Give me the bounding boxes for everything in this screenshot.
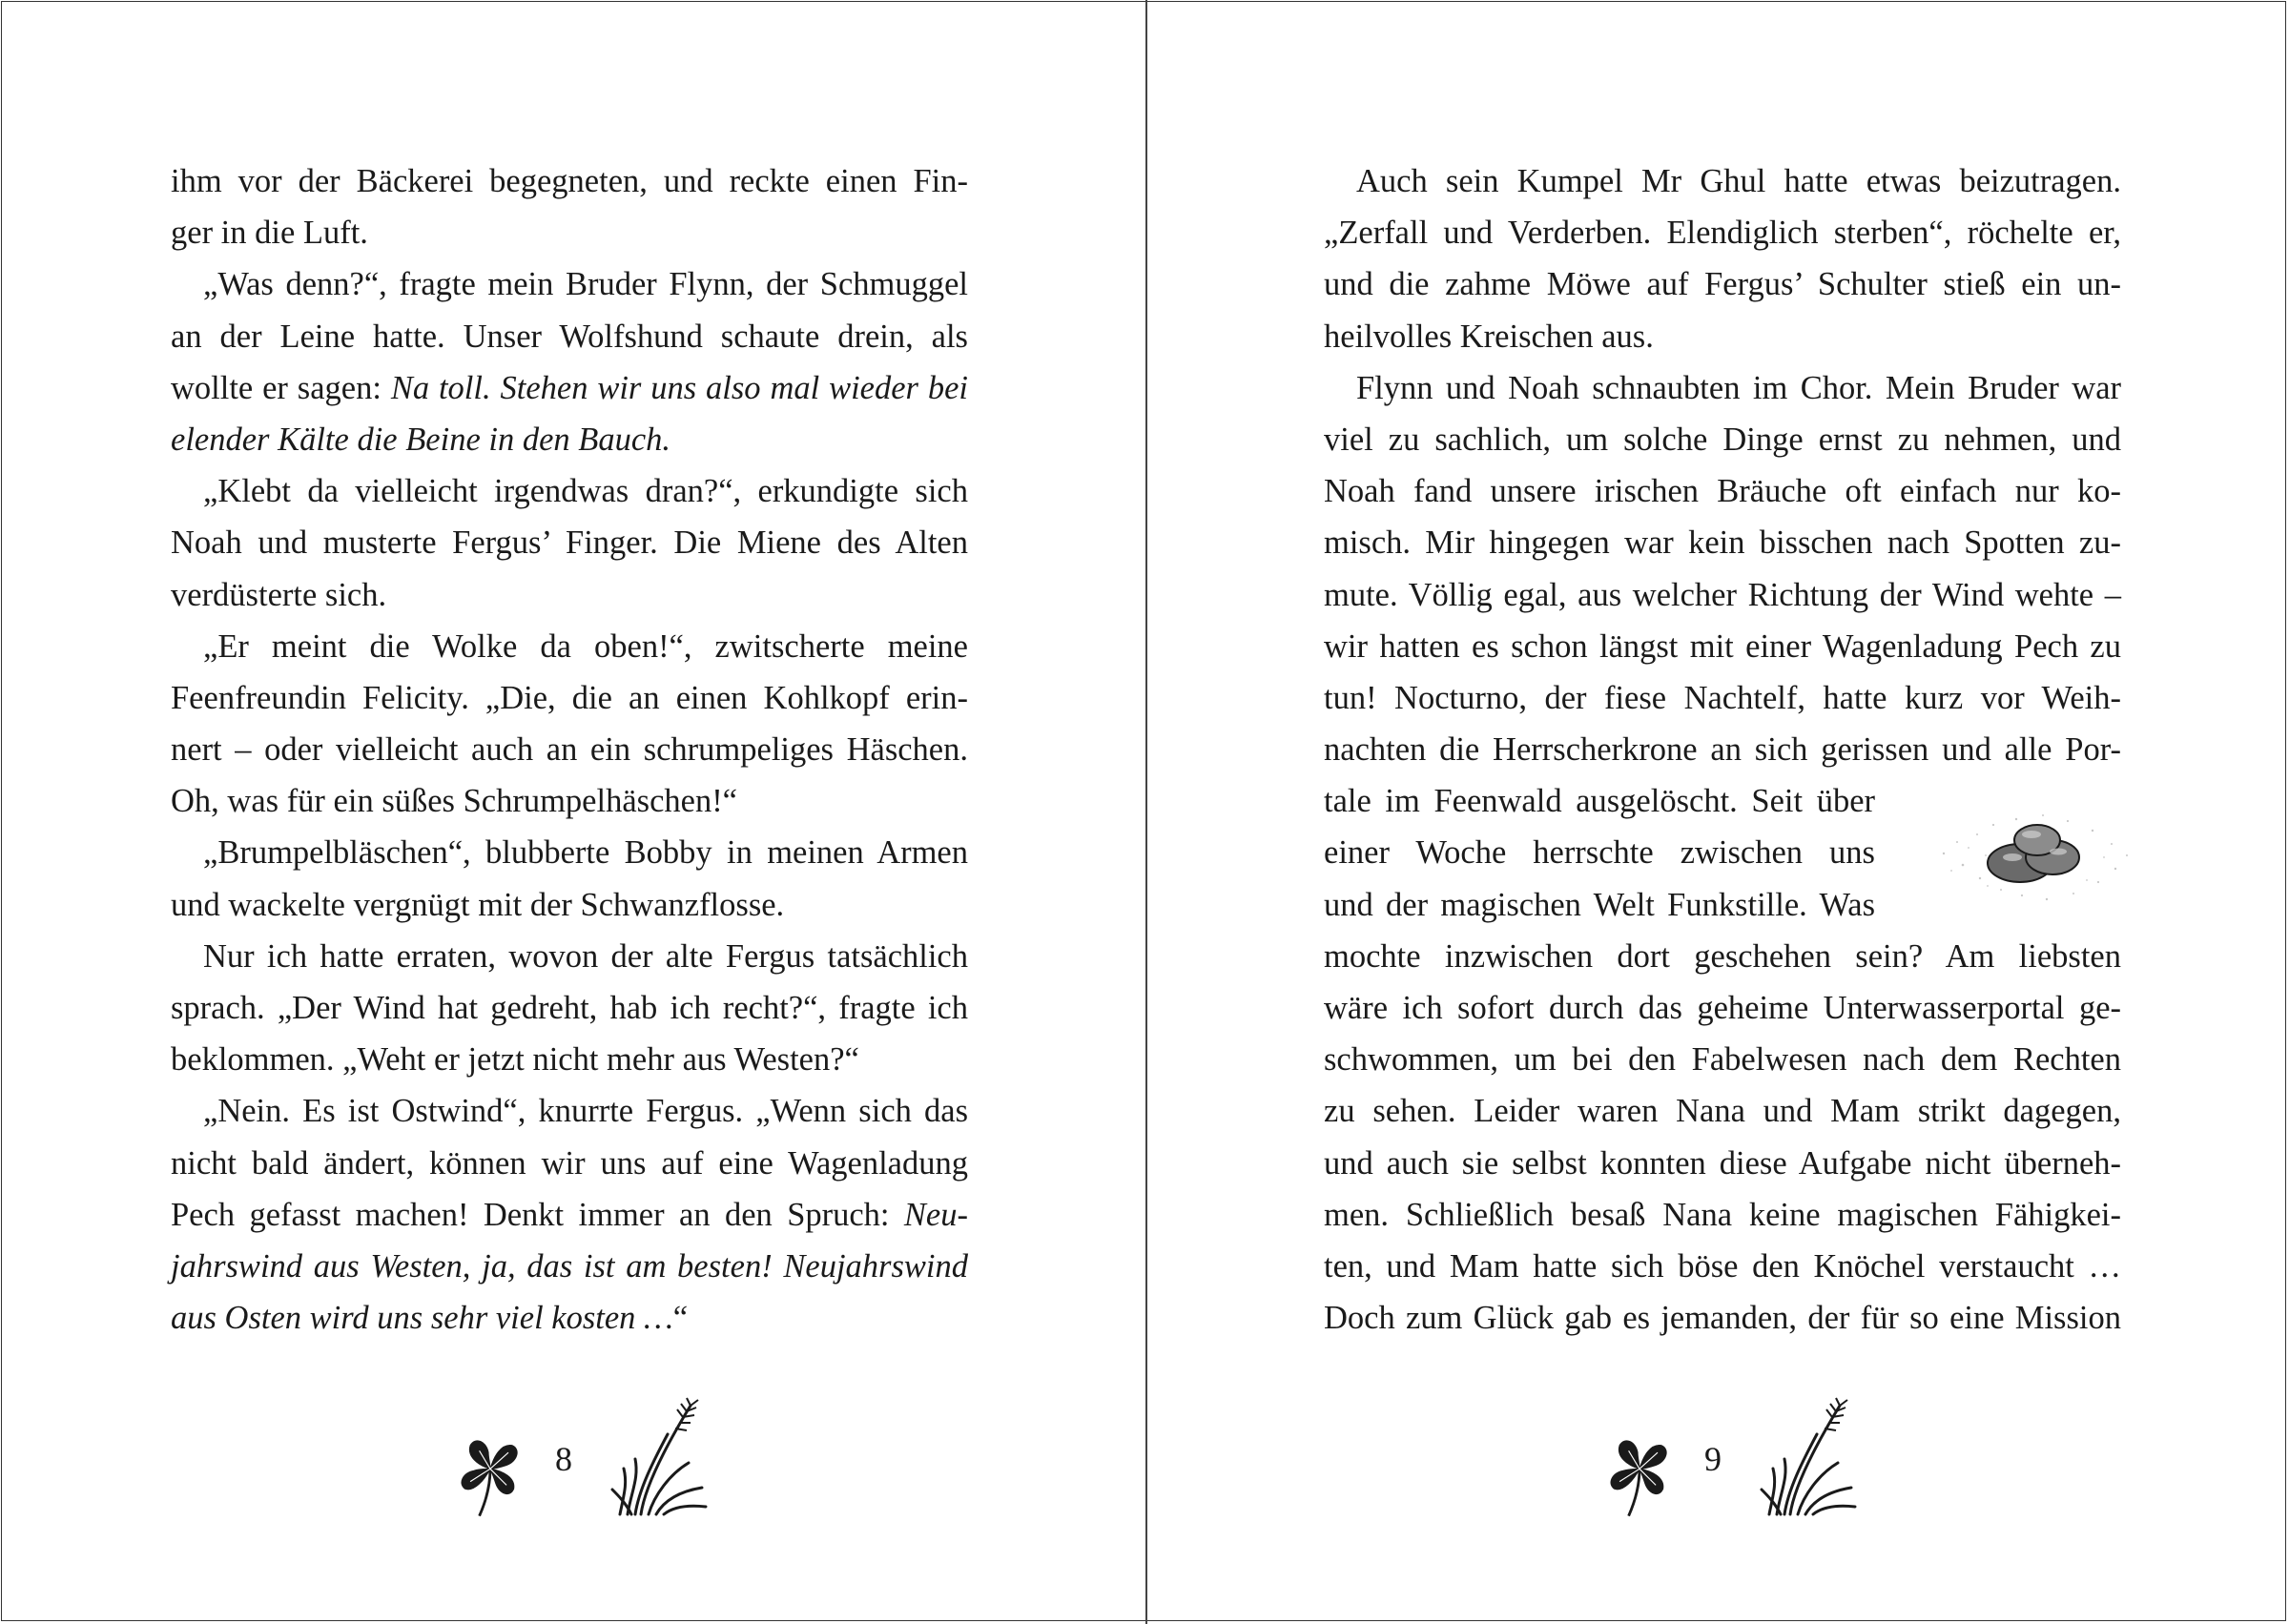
- text-line: wollte er sagen: Na toll. Stehen wir uns also mal wieder bei: [171, 369, 969, 406]
- four-leaf-clover-icon: [1603, 1427, 1676, 1522]
- text-line: mochte inzwischen dort geschehen sein? Am liebsten: [1324, 937, 2121, 975]
- text-line: einer Woche herrschte zwischen uns: [1324, 834, 1875, 872]
- text-line: tale im Feenwald ausgelöscht. Seit über: [1324, 783, 1875, 820]
- right-page: [1147, 0, 2289, 1624]
- text-line: verdüsterte sich.: [171, 576, 387, 613]
- pebbles-illustration: [1925, 787, 2144, 920]
- text-line: „Brumpelbläschen“, blubberte Bobby in meinen Armen: [203, 834, 968, 872]
- text-line: heilvolles Kreischen aus.: [1324, 318, 1654, 355]
- text-line: misch. Mir hingegen war kein bisschen nach Spotten zu-: [1324, 524, 2121, 562]
- text-line: men. Schließlich besaß Nana keine magischen Fähigkei-: [1324, 1196, 2121, 1233]
- text-line: sprach. „Der Wind hat gedreht, hab ich recht?“, fragte ich: [171, 990, 968, 1026]
- text-line: nachten die Herrscherkrone an sich gerissen und alle Por-: [1324, 731, 2121, 769]
- text-line: „Nein. Es ist Ostwind“, knurrte Fergus. „Wenn sich das: [203, 1093, 968, 1130]
- text-line: Feenfreundin Felicity. „Die, die an einen Kohlkopf erin-: [171, 679, 968, 716]
- right-page-footer: [1598, 1390, 1884, 1524]
- text-line: beklommen. „Weht er jetzt nicht mehr aus Westen?“: [171, 1041, 859, 1079]
- text-line: an der Leine hatte. Unser Wolfshund schaute drein, als: [171, 318, 968, 355]
- left-page-text: [171, 155, 968, 1344]
- text-line: Doch zum Glück gab es jemanden, der für so eine Mission: [1324, 1300, 2121, 1337]
- text-line: „Zerfall und Verderben. Elendiglich sterben“, röchelte er,: [1324, 215, 2121, 252]
- text-line: und auch sie selbst konnten diese Aufgabe nicht überneh-: [1324, 1144, 2121, 1182]
- text-line: „Er meint die Wolke da oben!“, zwitscherte meine: [203, 627, 968, 665]
- text-line: Auch sein Kumpel Mr Ghul hatte etwas beizutragen.: [1356, 163, 2121, 199]
- text-line: ten, und Mam hatte sich böse den Knöchel verstaucht …: [1324, 1247, 2121, 1285]
- text-line: und wackelte vergnügt mit der Schwanzflosse.: [171, 886, 785, 923]
- text-line: schwommen, um bei den Fabelwesen nach dem Rechten: [1324, 1041, 2121, 1079]
- text-line: ger in die Luft.: [171, 215, 368, 252]
- text-line: Pech gefasst machen! Denkt immer an den Spruch: Neu-: [171, 1196, 968, 1233]
- text-line: viel zu sachlich, um solche Dinge ernst zu nehmen, und: [1324, 421, 2121, 458]
- text-line: elender Kälte die Beine in den Bauch.: [171, 421, 671, 458]
- text-line: nicht bald ändert, können wir uns auf eine Wagenladung: [171, 1144, 968, 1182]
- text-line: und der magischen Welt Funkstille. Was: [1324, 886, 1875, 923]
- text-line: Noah fand unsere irischen Bräuche oft einfach nur ko-: [1324, 473, 2121, 510]
- text-line: aus Osten wird uns sehr viel kosten …“: [171, 1300, 689, 1337]
- text-line: mute. Völlig egal, aus welcher Richtung der Wind wehte –: [1324, 576, 2121, 613]
- text-line: Noah und musterte Fergus’ Finger. Die Miene des Alten: [171, 524, 968, 562]
- text-line: jahrswind aus Westen, ja, das ist am besten! Neujahrswind: [171, 1247, 968, 1285]
- text-line: Oh, was für ein süßes Schrumpelhäschen!“: [171, 783, 737, 820]
- text-line: Nur ich hatte erraten, wovon der alte Fergus tatsächlich: [203, 937, 968, 975]
- right-page-text: [1324, 155, 2121, 1344]
- text-line: „Was denn?“, fragte mein Bruder Flynn, der Schmuggel: [203, 266, 968, 303]
- text-line: zu sehen. Leider waren Nana und Mam strikt dagegen,: [1324, 1093, 2121, 1130]
- text-line: Flynn und Noah schnaubten im Chor. Mein Bruder war: [1356, 369, 2121, 406]
- left-page-footer: [448, 1390, 734, 1524]
- text-line: wir hatten es schon längst mit einer Wagenladung Pech zu: [1324, 627, 2121, 665]
- grass-tuft-icon: [610, 1396, 715, 1518]
- page-number: 9: [1704, 1440, 1722, 1478]
- left-page: [0, 0, 1144, 1624]
- text-line: ihm vor der Bäckerei begegneten, und reckte einen Fin-: [171, 163, 968, 199]
- text-line: „Klebt da vielleicht irgendwas dran?“, erkundigte sich: [203, 473, 968, 510]
- text-line: und die zahme Möwe auf Fergus’ Schulter stieß ein un-: [1324, 266, 2121, 303]
- page-number: 8: [555, 1440, 572, 1478]
- grass-tuft-icon: [1760, 1396, 1865, 1518]
- text-line: nert – oder vielleicht auch an ein schrumpeliges Häschen.: [171, 731, 968, 769]
- text-line: tun! Nocturno, der fiese Nachtelf, hatte kurz vor Weih-: [1324, 679, 2121, 716]
- text-line: wäre ich sofort durch das geheime Unterwasserportal ge-: [1324, 990, 2121, 1026]
- four-leaf-clover-icon: [454, 1427, 526, 1522]
